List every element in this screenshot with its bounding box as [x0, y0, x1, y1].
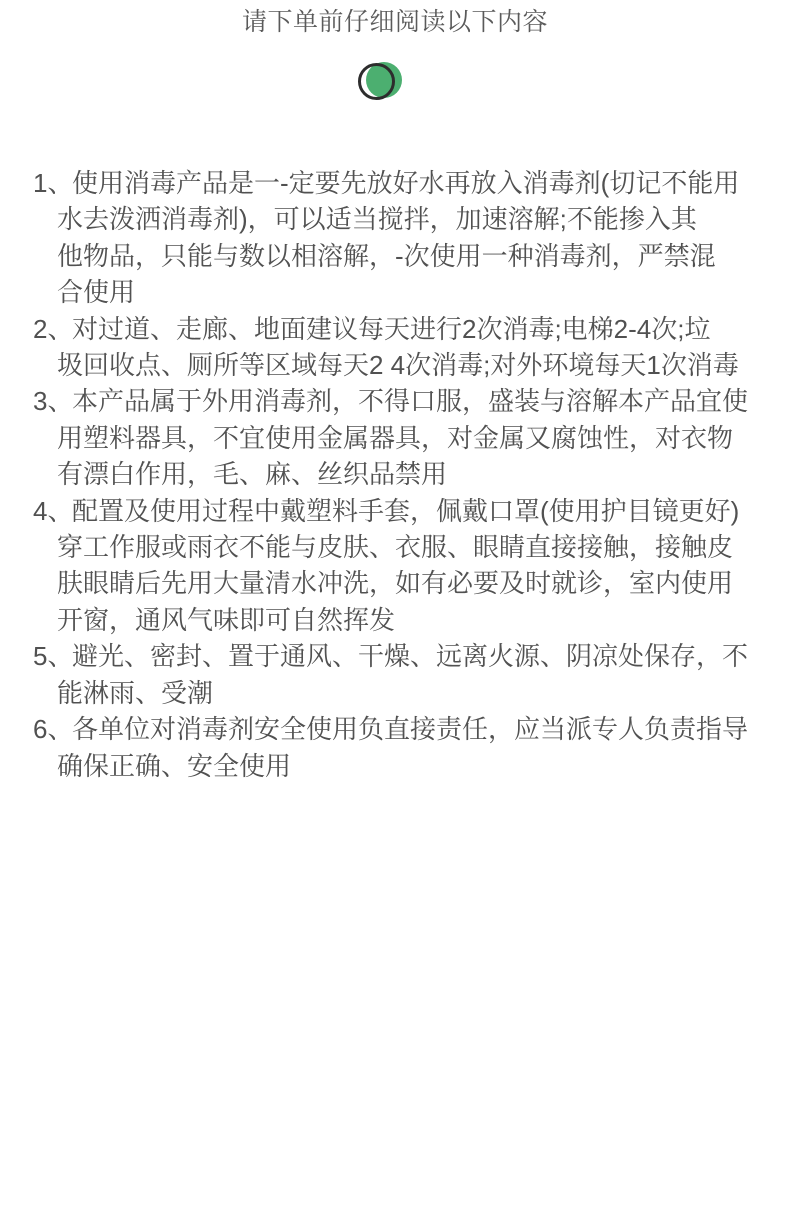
page-title: 请下单前仔细阅读以下内容	[241, 8, 548, 36]
item-text: 对过道、走廊、地面建议每天进行2次消毒;电梯2-4次;垃	[72, 313, 711, 344]
notice-item-1	[33, 165, 774, 311]
notice-item-3	[33, 383, 774, 492]
item-number: 4、	[33, 495, 74, 526]
notice-list	[0, 165, 790, 784]
item-text: 本产品属于外用消毒剂，不得口服，盛装与溶解本产品宜使	[72, 386, 749, 417]
item-line: 水去泼洒消毒剂)，可以适当搅拌，加速溶解;不能掺入其	[57, 204, 697, 235]
item-line: 他物品，只能与数以相溶解，-次使用一种消毒剂，严禁混	[57, 240, 716, 271]
item-text: 使用消毒产品是一-定要先放好水再放入消毒剂(切记不能用	[72, 168, 740, 198]
notice-item-4	[33, 493, 774, 639]
notice-item-6	[33, 711, 774, 784]
item-line: 能淋雨、受潮	[57, 677, 214, 708]
item-line: 用塑料器具，不宜使用金属器具，对金属又腐蚀性，对衣物	[57, 422, 734, 453]
item-number: 5、	[33, 641, 74, 672]
item-number: 6、	[33, 714, 74, 745]
item-line	[33, 165, 774, 201]
item-number: 2、	[33, 313, 74, 344]
item-line: 合使用	[57, 277, 136, 308]
item-line	[33, 311, 774, 347]
item-line	[33, 711, 774, 747]
item-text: 配置及使用过程中戴塑料手套，佩戴口罩(使用护目镜更好)	[72, 495, 740, 526]
dark-ring-circle	[358, 63, 395, 100]
item-line: 圾回收点、厕所等区域每天2 4次消毒;对外环境每天1次消毒	[57, 350, 739, 381]
green-dot-icon	[358, 61, 402, 101]
item-line: 穿工作服或雨衣不能与皮肤、衣服、眼睛直接接触，接触皮	[57, 532, 734, 563]
item-text: 避光、密封、置于通风、干燥、远离火源、阴凉处保存，不	[72, 641, 749, 672]
item-line	[33, 383, 774, 419]
item-line	[33, 638, 774, 674]
item-number: 1、	[33, 168, 74, 198]
notice-item-5	[33, 638, 774, 711]
notice-item-2	[33, 311, 774, 384]
item-number: 3、	[33, 386, 74, 417]
item-line: 有漂白作用，毛、麻、丝织品禁用	[57, 459, 448, 490]
item-text: 各单位对消毒剂安全使用负直接责任，应当派专人负责指导	[72, 714, 749, 745]
item-line: 确保正确、安全使用	[57, 750, 292, 781]
item-line	[33, 493, 774, 529]
item-line: 开窗，通风气味即可自然挥发	[57, 604, 396, 635]
item-line: 肤眼睛后先用大量清水冲洗，如有必要及时就诊，室内使用	[57, 568, 734, 599]
